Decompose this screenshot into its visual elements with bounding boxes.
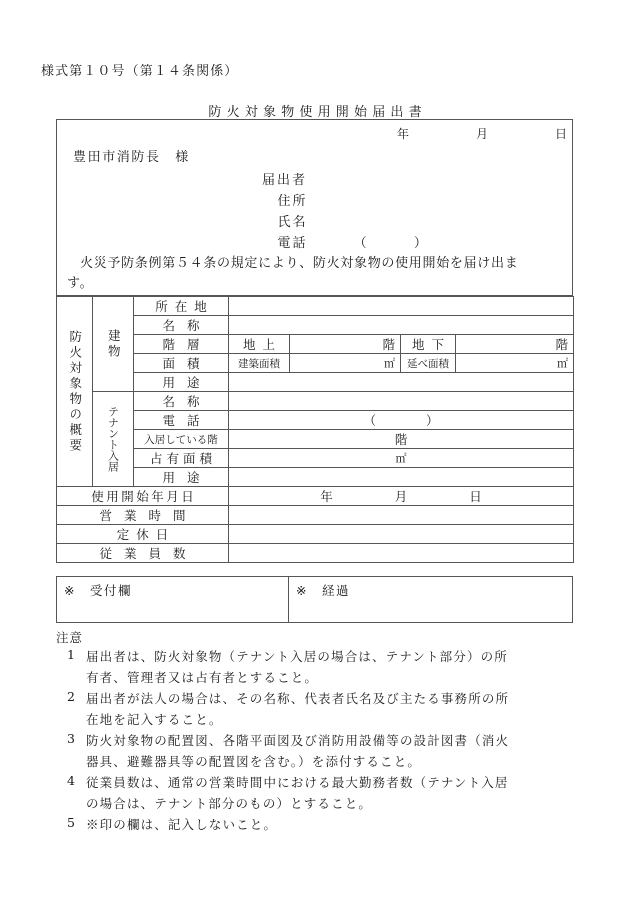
notice-number: 3 — [67, 731, 75, 746]
table-row — [57, 411, 574, 430]
date-day-label: 日 — [554, 127, 567, 141]
start-date-value[interactable] — [229, 487, 574, 506]
total-floor-area-label: 延べ面積 — [401, 354, 456, 373]
building-footprint-label: 建築面積 — [229, 354, 290, 373]
building-name-value[interactable] — [229, 316, 574, 335]
floors-below-value[interactable] — [456, 335, 574, 354]
notice-text — [86, 689, 590, 730]
regular-holiday-label: 定休日 — [57, 525, 229, 544]
floors-below-label: 地下 — [401, 335, 456, 354]
total-floor-area-unit: ㎡ — [557, 357, 568, 370]
filer-phone-row — [262, 233, 428, 254]
receipt-box[interactable] — [56, 576, 289, 623]
table-row — [57, 354, 574, 373]
summary-vertical-label — [57, 297, 93, 487]
table-row — [57, 373, 574, 392]
building-vertical-label — [93, 297, 134, 392]
list-item — [56, 815, 590, 836]
declaration-line-2: す。 — [67, 276, 94, 291]
employees-value[interactable] — [229, 544, 574, 563]
list-item — [56, 647, 590, 688]
table-row — [57, 468, 574, 487]
notice-line: 器具、避難器具等の配置図を含む。）を添付すること。 — [86, 753, 422, 769]
progress-mark-icon: ※ — [296, 583, 308, 598]
list-item — [56, 773, 590, 814]
notices-section — [56, 628, 590, 836]
table-row — [57, 392, 574, 411]
tenant-vertical-label — [93, 392, 134, 487]
table-row — [57, 544, 574, 563]
start-date-month-label: 月 — [394, 489, 408, 504]
filer-phone-label: 電話 — [277, 236, 308, 251]
filer-address-label: 住所 — [277, 194, 308, 209]
official-use-section — [56, 576, 573, 623]
tenant-use-label: 用途 — [134, 468, 229, 487]
notice-text — [86, 647, 590, 688]
table-row — [57, 525, 574, 544]
filer-block — [262, 170, 428, 254]
notice-number: 4 — [67, 773, 75, 788]
total-floor-area-value[interactable] — [456, 354, 574, 373]
building-footprint-unit: ㎡ — [384, 357, 395, 370]
notice-line: 防火対象物の配置図、各階平面図及び消防用設備等の設計図書（消火 — [86, 733, 510, 748]
addressee: 豊田市消防長 様 — [73, 150, 190, 165]
progress-box[interactable] — [288, 576, 573, 623]
notice-text — [86, 773, 590, 814]
tenant-name-label: 名称 — [134, 392, 229, 411]
filer-phone-paren-open: （ — [353, 236, 368, 251]
floors-below-unit: 階 — [555, 337, 568, 352]
business-hours-value[interactable] — [229, 506, 574, 525]
notice-text — [86, 731, 590, 772]
list-item — [56, 731, 590, 772]
tenant-vertical-text: テナント入居 — [106, 406, 120, 472]
declaration-line-1: 火災予防条例第５４条の規定により、防火対象物の使用開始を届け出ま — [80, 256, 519, 271]
filer-address-row — [262, 191, 428, 212]
table-row — [57, 335, 574, 354]
building-area-label: 面積 — [134, 354, 229, 373]
tenant-occupied-area-value[interactable] — [229, 449, 574, 468]
filer-title-row — [262, 170, 428, 191]
table-row — [57, 297, 574, 316]
form-number: 様式第１０号（第１４条関係） — [41, 64, 239, 79]
building-vertical-text: 建物 — [106, 328, 122, 360]
tenant-occupied-floor-unit: 階 — [394, 432, 408, 447]
tenant-occupied-area-unit: ㎡ — [395, 452, 407, 465]
notice-line: 在地を記入すること。 — [86, 711, 223, 727]
notice-line: 従業員数は、通常の営業時間中における最大勤務者数（テナント入居 — [86, 775, 509, 790]
notice-line: の場合は、テナント部分のもの）とすること。 — [86, 795, 373, 811]
employees-label: 従業員数 — [57, 544, 229, 563]
notices-heading: 注意 — [56, 630, 84, 645]
building-name-label: 名称 — [134, 316, 229, 335]
building-use-label: 用途 — [134, 373, 229, 392]
table-row — [57, 506, 574, 525]
building-footprint-value[interactable] — [290, 354, 401, 373]
notice-number: 2 — [67, 689, 75, 704]
tenant-phone-value[interactable] — [229, 411, 574, 430]
declaration-statement — [67, 254, 565, 294]
building-floors-label: 階層 — [134, 335, 229, 354]
tenant-phone-label: 電話 — [134, 411, 229, 430]
floors-above-unit: 階 — [382, 337, 395, 352]
list-item — [56, 689, 590, 730]
filer-name-row — [262, 212, 428, 233]
property-details-table — [56, 296, 574, 563]
tenant-occupied-floor-value[interactable] — [229, 430, 574, 449]
notice-number: 5 — [67, 815, 75, 830]
business-hours-label: 営業時間 — [57, 506, 229, 525]
notice-line: 届出者は、防火対象物（テナント入居の場合は、テナント部分）の所 — [86, 649, 508, 664]
building-use-value[interactable] — [229, 373, 574, 392]
progress-label: 経過 — [321, 583, 350, 598]
notice-number: 1 — [67, 647, 75, 662]
floors-above-label: 地上 — [229, 335, 290, 354]
page-title: 防火対象物使用開始届出書 — [208, 105, 427, 120]
table-row — [57, 430, 574, 449]
table-row — [57, 316, 574, 335]
receipt-mark-icon: ※ — [64, 583, 76, 598]
date-year-label: 年 — [397, 127, 410, 141]
table-row — [57, 487, 574, 506]
building-location-label: 所在地 — [134, 297, 229, 316]
start-date-label: 使用開始年月日 — [57, 487, 229, 506]
receipt-label: 受付欄 — [89, 583, 132, 598]
floors-above-value[interactable] — [290, 335, 401, 354]
regular-holiday-value[interactable] — [229, 525, 574, 544]
date-month-label: 月 — [475, 127, 488, 141]
tenant-use-value[interactable] — [229, 468, 574, 487]
summary-vertical-text: 防火対象物の概要 — [67, 329, 83, 454]
start-date-year-label: 年 — [320, 489, 333, 504]
submission-date-line — [397, 125, 567, 142]
applicant-box — [56, 119, 573, 296]
table-row — [57, 449, 574, 468]
tenant-occupied-floor-label: 入居している階 — [134, 430, 229, 449]
filer-title-label: 届出者 — [262, 173, 308, 188]
building-location-value[interactable] — [229, 297, 574, 316]
tenant-name-value[interactable] — [229, 392, 574, 411]
notice-text — [86, 815, 590, 836]
filer-name-label: 氏名 — [277, 215, 308, 230]
start-date-day-label: 日 — [469, 489, 482, 504]
notice-line: 届出者が法人の場合は、その名称、代表者氏名及び主たる事務所の所 — [86, 691, 510, 706]
notice-line: ※印の欄は、記入しないこと。 — [86, 817, 278, 832]
tenant-phone-paren: （ ） — [363, 413, 439, 428]
filer-phone-paren-close: ） — [413, 236, 428, 251]
tenant-occupied-area-label: 占有面積 — [134, 449, 229, 468]
notice-line: 有者、管理者又は占有者とすること。 — [86, 669, 319, 685]
